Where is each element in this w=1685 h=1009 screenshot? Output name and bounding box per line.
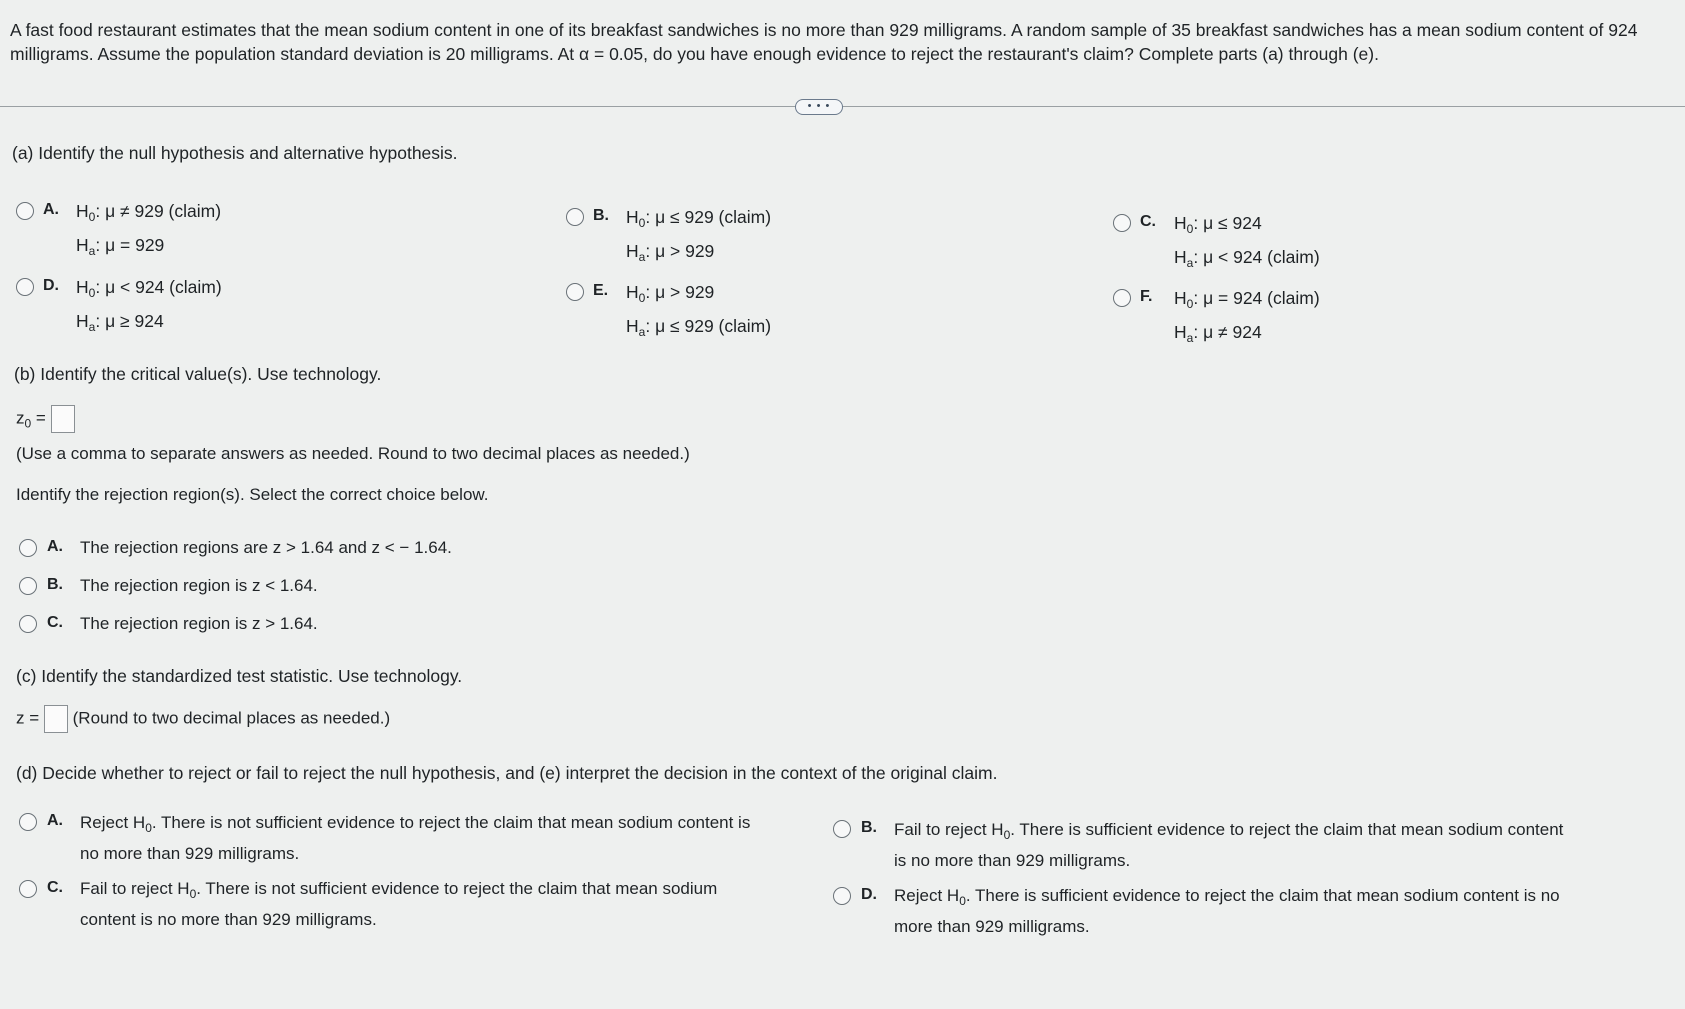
null-hypothesis: μ > 929: [655, 282, 715, 302]
z0-subscript: 0: [24, 416, 32, 431]
option-letter: B.: [593, 207, 609, 224]
alt-hypothesis: μ < 924 (claim): [1203, 247, 1320, 267]
hypothesis-pair: $H_0$: μ = 924 (claim) $H_a$: μ ≠ 924: [1174, 288, 1320, 345]
radio-button[interactable]: [566, 283, 584, 301]
z0-answer-row: [16, 405, 75, 433]
alt-hypothesis: μ ≥ 924: [105, 311, 164, 331]
option-letter: E.: [593, 282, 609, 299]
option-letter: D.: [43, 277, 59, 294]
radio-button[interactable]: [833, 820, 851, 838]
hypothesis-pair: $H_0$: μ ≤ 929 (claim) $H_a$: μ > 929: [626, 207, 772, 264]
option-letter: C.: [47, 879, 63, 896]
option-letter: C.: [1140, 213, 1156, 230]
null-hypothesis: μ < 924 (claim): [105, 277, 222, 297]
option-letter: B.: [47, 576, 63, 593]
hypothesis-pair: $H_0$: μ ≠ 929 (claim) $H_a$: μ = 929: [76, 201, 222, 258]
radio-button[interactable]: [1113, 289, 1131, 307]
problem-statement: A fast food restaurant estimates that the mean sodium content in one of its breakfast sandwiches is no more than 929 milligrams. A random sample of 35 breakfast sandwiches has a mean sodium content of 924 milligrams. Assume the population standard deviation is 20 milligrams. At α = 0.05, do you have enough evidence to reject the restaurant's claim? Complete parts (a) through (e).: [10, 20, 1638, 64]
radio-button[interactable]: [19, 813, 37, 831]
z-label: z =: [16, 708, 40, 728]
option-letter: A.: [47, 538, 63, 555]
more-button[interactable]: • • •: [795, 99, 843, 115]
option-letter: B.: [861, 819, 877, 836]
null-hypothesis: μ = 924 (claim): [1203, 288, 1320, 308]
alt-hypothesis: μ = 929: [105, 235, 165, 255]
z0-answer-input[interactable]: [51, 405, 75, 433]
null-hypothesis: μ ≠ 929 (claim): [105, 201, 222, 221]
option-text: The rejection region is z < 1.64.: [80, 576, 318, 595]
alt-hypothesis: μ ≠ 924: [1203, 322, 1262, 342]
option-letter: F.: [1140, 288, 1153, 305]
radio-button[interactable]: [566, 208, 584, 226]
radio-button[interactable]: [19, 539, 37, 557]
z-answer-input[interactable]: [44, 705, 68, 733]
option-letter: A.: [47, 812, 63, 829]
hypothesis-pair: $H_0$: μ ≤ 924 $H_a$: μ < 924 (claim): [1174, 213, 1320, 270]
hypothesis-pair: $H_0$: μ > 929 $H_a$: μ ≤ 929 (claim): [626, 282, 772, 339]
option-text: Fail to reject $H_0$. There is not sufficient evidence to reject the claim that mean sodium content is no more than 929 milligrams.: [80, 879, 718, 929]
equals-sign: =: [35, 408, 46, 428]
option-text: Reject $H_0$. There is not sufficient evidence to reject the claim that mean sodium content is no more than 929 milligrams.: [80, 813, 751, 863]
z-answer-row: [16, 705, 390, 733]
option-letter: C.: [47, 614, 63, 631]
radio-button[interactable]: [1113, 214, 1131, 232]
radio-button[interactable]: [19, 880, 37, 898]
rejection-region-question: Identify the rejection region(s). Select the correct choice below.: [16, 485, 489, 504]
part-a-question: (a) Identify the null hypothesis and alternative hypothesis.: [12, 143, 458, 163]
part-b-hint: (Use a comma to separate answers as needed. Round to two decimal places as needed.): [16, 444, 690, 463]
null-hypothesis: μ ≤ 924: [1203, 213, 1262, 233]
part-d-question: (d) Decide whether to reject or fail to reject the null hypothesis, and (e) interpret the decision in the context of the original claim.: [16, 763, 998, 783]
option-letter: A.: [43, 201, 59, 218]
radio-button[interactable]: [19, 577, 37, 595]
option-letter: D.: [861, 886, 877, 903]
radio-button[interactable]: [16, 202, 34, 220]
option-text: Fail to reject $H_0$. There is sufficient evidence to reject the claim that mean sodium content is no more than 929 milligrams.: [894, 820, 1564, 870]
null-hypothesis: μ ≤ 929 (claim): [655, 207, 772, 227]
part-c-question: (c) Identify the standardized test statistic. Use technology.: [16, 666, 463, 686]
z0-label: z: [16, 408, 25, 428]
alt-hypothesis: μ > 929: [655, 241, 715, 261]
option-text: Reject $H_0$. There is sufficient evidence to reject the claim that mean sodium content is no more than 929 milligrams.: [894, 886, 1560, 936]
part-b-question: (b) Identify the critical value(s). Use technology.: [14, 364, 382, 384]
part-c-hint: (Round to two decimal places as needed.): [72, 708, 391, 728]
hypothesis-pair: $H_0$: μ < 924 (claim) $H_a$: μ ≥ 924: [76, 277, 222, 334]
radio-button[interactable]: [833, 887, 851, 905]
radio-button[interactable]: [16, 278, 34, 296]
option-text: The rejection region is z > 1.64.: [80, 614, 318, 633]
option-text: The rejection regions are z > 1.64 and z < − 1.64.: [80, 538, 452, 557]
radio-button[interactable]: [19, 615, 37, 633]
alt-hypothesis: μ ≤ 929 (claim): [655, 316, 772, 336]
